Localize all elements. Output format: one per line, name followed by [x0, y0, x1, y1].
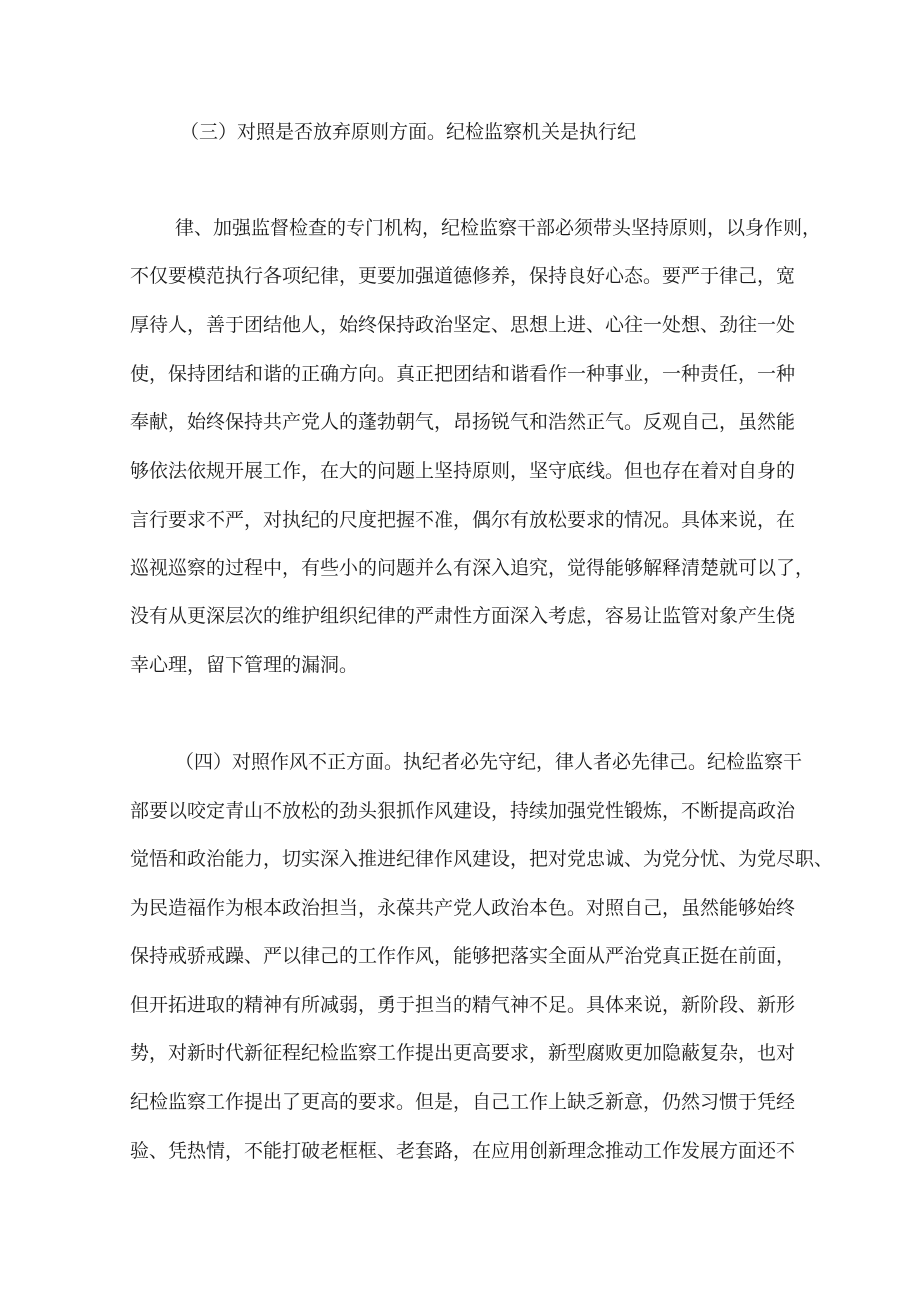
section-3-line: 没有从更深层次的维护组织纪律的严肃性方面深入考虑，容易让监管对象产生侥: [130, 605, 796, 627]
section-3-line: 不仅要模范执行各项纪律，更要加强道德修养，保持良好心态。要严于律己，宽: [130, 265, 796, 287]
section-4-line: 但开拓进取的精神有所减弱，勇于担当的精气神不足。具体来说，新阶段、新形: [130, 994, 796, 1016]
section-3-line: 够依法依规开展工作，在大的问题上坚持原则，坚守底线。但也存在着对自身的: [130, 460, 796, 482]
section-3-line: 巡视巡察的过程中，有些小的问题并么有深入追究，觉得能够解释清楚就可以了，: [130, 557, 815, 579]
section-4-line: 势，对新时代新征程纪检监察工作提出更高要求，新型腐败更加隐蔽复杂，也对: [130, 1042, 796, 1064]
section-4-line: 保持戒骄戒躁、严以律己的工作作风，能够把落实全面从严治党真正挺在前面，: [130, 945, 796, 967]
section-4-line: 部要以咬定青山不放松的劲头狠抓作风建设，持续加强党性锻炼，不断提高政治: [130, 800, 796, 822]
section-4-line: 为民造福作为根本政治担当，永葆共产党人政治本色。对照自己，虽然能够始终: [130, 897, 796, 919]
section-4-line: （四）对照作风不正方面。执纪者必先守纪，律人者必先律己。纪检监察干: [175, 751, 803, 773]
section-4-line: 纪检监察工作提出了更高的要求。但是，自己工作上缺乏新意，仍然习惯于凭经: [130, 1091, 796, 1113]
section-3-line: 奉献，始终保持共产党人的蓬勃朝气，昂扬锐气和浩然正气。反观自己，虽然能: [130, 411, 796, 433]
section-3-heading: （三）对照是否放弃原则方面。纪检监察机关是执行纪: [180, 121, 637, 143]
section-3-line: 律、加强监督检查的专门机构，纪检监察干部必须带头坚持原则，以身作则，: [175, 217, 822, 239]
section-3-line: 言行要求不严，对执纪的尺度把握不准，偶尔有放松要求的情况。具体来说，在: [130, 509, 796, 531]
section-3-line: 厚待人，善于团结他人，始终保持政治坚定、思想上进、心往一处想、劲往一处: [130, 314, 796, 336]
section-3-line: 幸心理，留下管理的漏洞。: [130, 654, 359, 676]
section-4-line: 验、凭热情，不能打破老框框、老套路，在应用创新理念推动工作发展方面还不: [130, 1140, 796, 1162]
section-4-line: 觉悟和政治能力，切实深入推进纪律作风建设，把对党忠诚、为党分忧、为党尽职、: [130, 848, 834, 870]
section-3-line: 使，保持团结和谐的正确方向。真正把团结和谐看作一种事业，一种责任，一种: [130, 363, 796, 385]
